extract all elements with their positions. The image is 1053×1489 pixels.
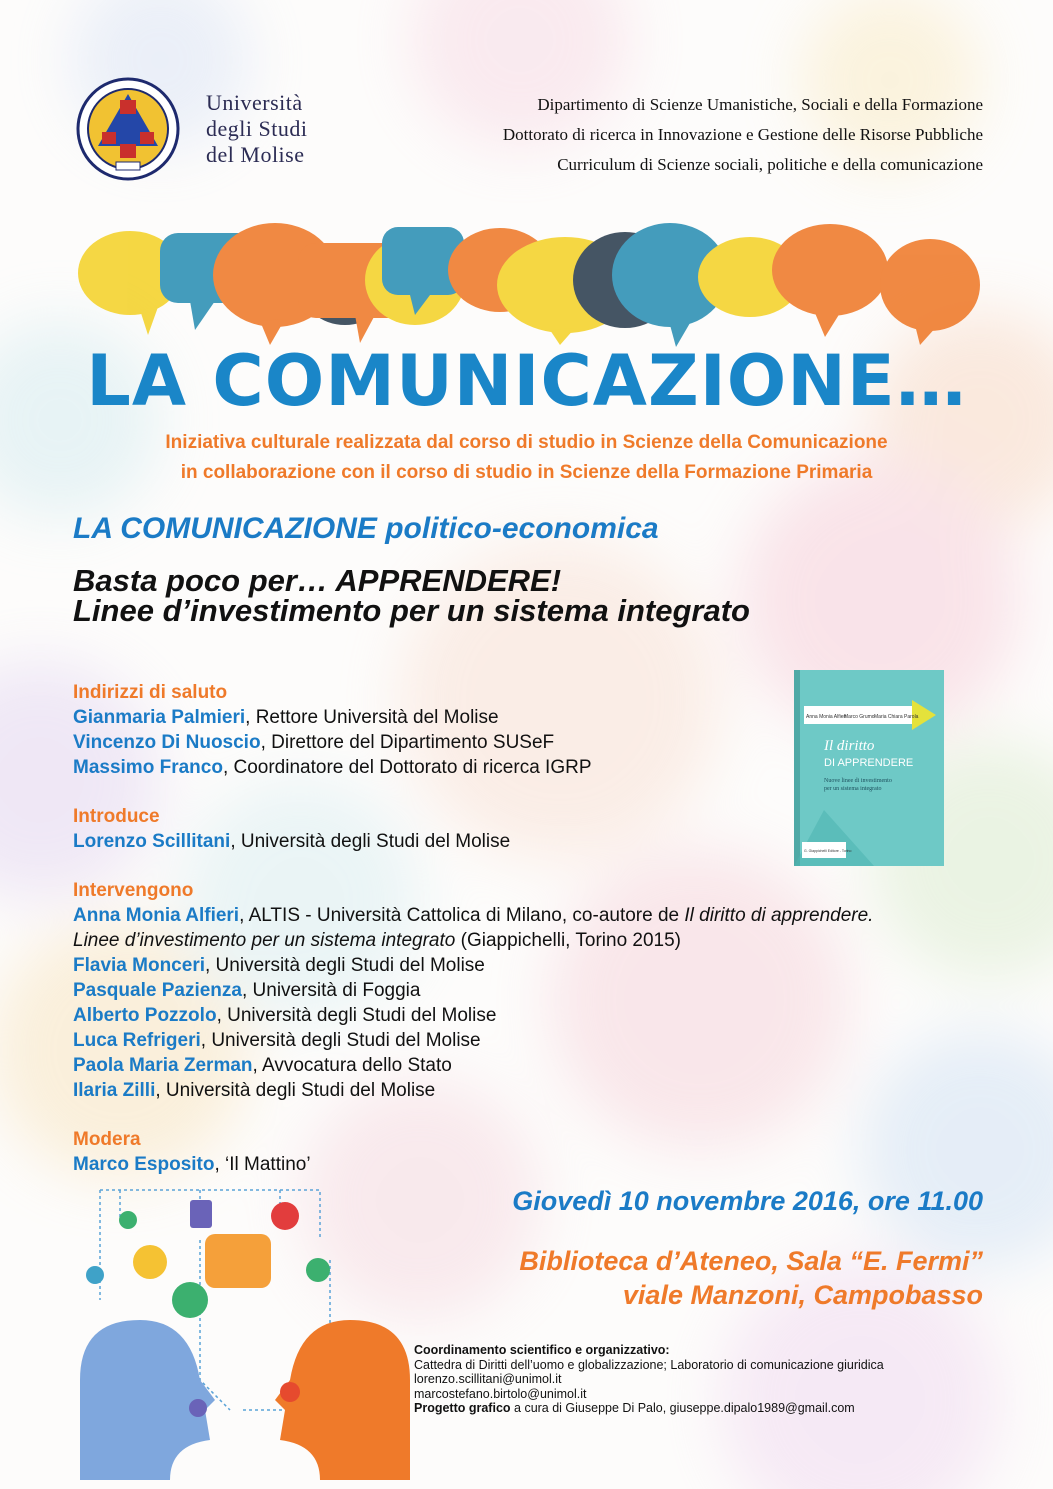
section-title-bold: LA COMUNICAZIONE <box>73 512 377 545</box>
event-place-line: viale Manzoni, Campobasso <box>622 1280 983 1310</box>
speaker-role: , Università di Foggia <box>241 980 421 1001</box>
program-row <box>73 978 873 1003</box>
speaker-name: Vincenzo Di Nuoscio <box>73 732 261 753</box>
speaker-role: , ‘Il Mattino’ <box>214 1154 311 1175</box>
book-title-b: DI APPRENDERE <box>824 757 914 769</box>
speech-bubbles-banner <box>70 215 990 355</box>
program-row <box>73 953 873 978</box>
section-title-rest: politico-economica <box>376 512 659 545</box>
university-name-line: Università <box>206 90 303 115</box>
speaker-role: , Avvocatura dello Stato <box>252 1055 452 1076</box>
speaker-role: , Rettore Università del Molise <box>245 707 499 728</box>
introduce-heading: Introduce <box>73 806 160 827</box>
speaker-role: , Università degli Studi del Molise <box>205 955 485 976</box>
users-icon <box>86 1266 104 1284</box>
subtitle-line: Iniziativa culturale realizzata dal corso di studio in Scienze della Comunicazione <box>165 432 888 453</box>
program <box>73 680 873 1177</box>
program-row <box>73 903 873 928</box>
program-row <box>73 928 873 953</box>
department-line: Curriculum di Scienze sociali, politiche e della comunicazione <box>557 155 983 174</box>
headline <box>73 563 750 628</box>
monitor-icon <box>205 1234 271 1288</box>
program-row <box>73 1003 873 1028</box>
book-author: Maria Chiara Parola <box>874 714 919 720</box>
book-author: Anna Monia Alfieri <box>806 714 847 720</box>
book-publisher: G. Giappichelli Editore - Torino <box>804 849 852 853</box>
lock-icon <box>271 1202 299 1230</box>
university-name-line: del Molise <box>206 142 305 167</box>
speaker-name: Flavia Monceri <box>73 955 205 976</box>
speaker-name: Luca Refrigeri <box>73 1030 201 1051</box>
cart-icon <box>119 1211 137 1229</box>
section-title <box>73 512 659 546</box>
book-subtitle: Nuove linee di investimento <box>824 778 892 784</box>
university-name-line: degli Studi <box>206 116 308 141</box>
speaker-role: , ALTIS - Università Cattolica di Milano, co-autore de <box>239 905 685 926</box>
modera-heading: Modera <box>73 1129 141 1150</box>
department-info <box>503 90 983 180</box>
program-row <box>73 755 873 780</box>
speaker-role: , Direttore del Dipartimento SUSeF <box>260 732 555 753</box>
program-row <box>73 705 873 730</box>
headline-line: Basta poco per… APPRENDERE! <box>73 563 562 598</box>
department-line: Dipartimento di Scienze Umanistiche, Sociali e della Formazione <box>537 95 983 114</box>
university-seal-icon <box>74 74 194 184</box>
program-row <box>73 1028 873 1053</box>
program-row <box>73 829 873 854</box>
speaker-role: , Università degli Studi del Molise <box>200 1030 481 1051</box>
speaker-name: Gianmaria Palmieri <box>73 707 246 728</box>
event-place-line: Biblioteca d’Ateneo, Sala “E. Fermi” <box>519 1246 983 1276</box>
book-publisher: (Giappichelli, Torino 2015) <box>455 930 682 951</box>
saluto-heading: Indirizzi di saluto <box>73 682 228 703</box>
event-place <box>519 1244 983 1312</box>
speaker-role: , Università degli Studi del Molise <box>216 1005 497 1026</box>
headline-line: Linee d’investimento per un sistema integrato <box>73 593 750 628</box>
graphic-credit-heading: Progetto grafico <box>414 1401 511 1415</box>
book-author: Marco Grumo <box>844 714 875 720</box>
speaker-name: Paola Maria Zerman <box>73 1055 253 1076</box>
coordination-info <box>414 1343 884 1416</box>
coordination-email[interactable]: marcostefano.birtolo@unimol.it <box>414 1386 587 1401</box>
book-cover <box>794 670 944 866</box>
search-icon <box>306 1258 330 1282</box>
chart-icon <box>172 1282 208 1318</box>
phone-icon <box>190 1200 212 1228</box>
book-title-a: Il diritto <box>824 738 875 754</box>
graphic-credit: a cura di Giuseppe Di Palo, giuseppe.dipalo1989@gmail.com <box>510 1401 855 1415</box>
speaker-name: Alberto Pozzolo <box>73 1005 217 1026</box>
coordination-email[interactable]: lorenzo.scillitani@unimol.it <box>414 1372 562 1386</box>
program-row <box>73 1078 873 1103</box>
book-title: Linee d’investimento per un sistema integrato <box>73 930 456 951</box>
speaker-name: Marco Esposito <box>73 1154 215 1175</box>
program-row <box>73 1152 873 1177</box>
university-logo <box>74 74 344 184</box>
speaker-name: Lorenzo Scillitani <box>73 831 231 852</box>
speaker-name: Anna Monia Alfieri <box>73 905 240 926</box>
book-subtitle: per un sistema integrato <box>824 786 882 792</box>
program-row <box>73 730 873 755</box>
mail-icon <box>133 1245 167 1279</box>
coordination-heading: Coordinamento scientifico e organizzativo: <box>414 1343 670 1357</box>
main-title: LA COMUNICAZIONE… <box>86 340 967 422</box>
event-subtitle <box>0 428 1053 488</box>
speaker-role: , Università degli Studi del Molise <box>155 1080 436 1101</box>
intervengono-heading: Intervengono <box>73 880 194 901</box>
speaker-name: Massimo Franco <box>73 757 223 778</box>
speaker-name: Pasquale Pazienza <box>73 980 242 1001</box>
speaker-name: Ilaria Zilli <box>73 1080 156 1101</box>
speaker-role: , Università degli Studi del Molise <box>230 831 511 852</box>
event-date: Giovedì 10 novembre 2016, ore 11.00 <box>512 1186 983 1216</box>
subtitle-line: in collaborazione con il corso di studio in Scienze della Formazione Primaria <box>180 462 873 483</box>
communication-illustration <box>80 1180 410 1480</box>
coordination-line: Cattedra di Diritti dell’uomo e globalizzazione; Laboratorio di comunicazione giuridica <box>414 1357 884 1372</box>
speaker-role: , Coordinatore del Dottorato di ricerca IGRP <box>222 757 592 778</box>
chat-icon <box>189 1399 207 1417</box>
program-row <box>73 1053 873 1078</box>
book-title: Il diritto di apprendere. <box>684 905 874 926</box>
department-line: Dottorato di ricerca in Innovazione e Gestione delle Risorse Pubbliche <box>502 125 983 144</box>
